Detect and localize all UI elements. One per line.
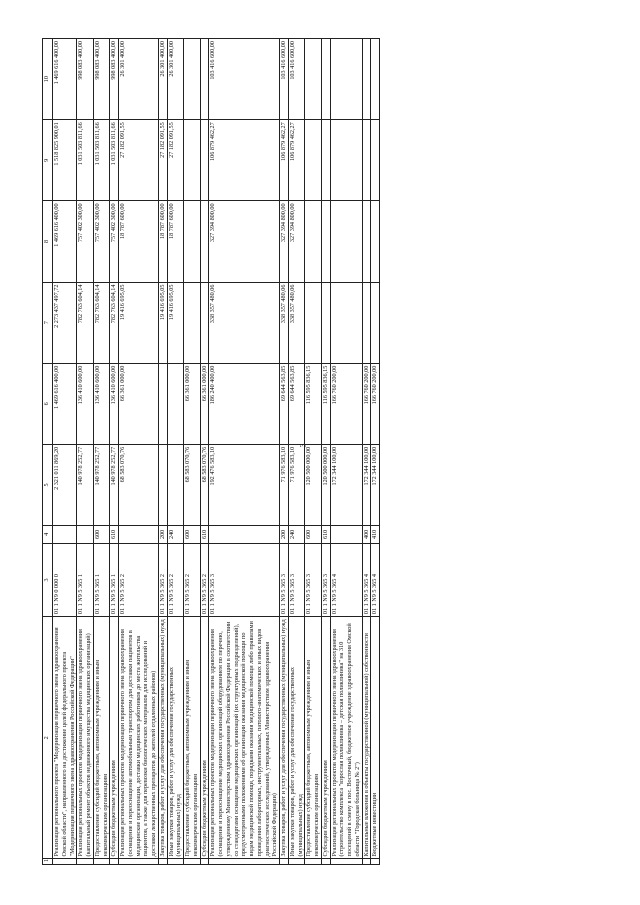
row-description: Субсидии бюджетным учреждениям <box>110 617 119 859</box>
row-value-col6: 66 361 000,00 <box>184 363 201 444</box>
row-spacer-cell <box>53 859 77 865</box>
row-value-col5 <box>158 444 167 525</box>
row-value-col8: 18 787 600,00 <box>119 201 159 282</box>
row-description: Реализация региональных проектов модернизации первичного звена здравоохранения (капитальный ремонт объектов недвижимого имущества медицинских организаций) <box>77 617 94 859</box>
row-value-col8: 757 402 300,00 <box>110 201 119 282</box>
row-spacer-cell <box>158 859 167 865</box>
page-number: 3 <box>298 443 308 448</box>
row-value-col10 <box>371 39 380 120</box>
table-body <box>53 39 380 865</box>
row-expense-type <box>77 525 94 543</box>
row-expense-type: 240 <box>288 525 305 543</box>
row-description: Предоставление субсидий бюджетным, автономным учреждениям и иным некоммерческим организациям <box>184 617 201 859</box>
column-number-row <box>43 39 53 865</box>
row-value-col10 <box>362 39 371 120</box>
row-target-code: 01 1 N9 5 365 4 <box>362 543 371 616</box>
row-value-col6: 136 410 600,00 <box>77 363 94 444</box>
row-value-col6: 69 644 563,85 <box>280 363 289 444</box>
row-expense-type <box>53 525 77 543</box>
row-value-col8: 327 394 800,00 <box>280 201 289 282</box>
row-value-col5 <box>167 444 184 525</box>
row-target-code: 01 1 N9 5 365 2 <box>158 543 167 616</box>
row-value-col7: 19 416 695,05 <box>167 282 184 363</box>
row-target-code: 01 1 N9 5 365 2 <box>119 543 159 616</box>
row-description: Реализация региональных проектов модернизации первичного звена здравоохранения (оснащение и переоснащение автомобильным транспортом для доставки пациентов в медицинские организации, доставки медицинских работников до места жительства пациентов, а также для перевозки биологических материалов для исследований и доставки лекарственных препаратов до жителей отдаленных районов) <box>119 617 159 859</box>
row-expense-type: 610 <box>321 525 330 543</box>
row-target-code: 01 1 N9 5 365 2 <box>184 543 201 616</box>
budget-table <box>42 38 380 865</box>
table-row <box>167 39 184 865</box>
row-value-col6: 66 361 000,00 <box>119 363 159 444</box>
row-value-col9 <box>330 120 362 201</box>
row-description: Закупка товаров, работ и услуг для обеспечения государственных (муниципальных) нужд <box>158 617 167 859</box>
row-value-col5: 120 500 000,00 <box>321 444 330 525</box>
row-description: Субсидии бюджетным учреждениям <box>200 617 209 859</box>
row-value-col7 <box>184 282 201 363</box>
table-row <box>184 39 201 865</box>
table-row <box>288 39 305 865</box>
row-value-col7: 338 357 480,06 <box>209 282 280 363</box>
row-spacer-cell <box>167 859 184 865</box>
row-value-col10: 998 083 400,00 <box>110 39 119 120</box>
column-header: 5 <box>43 444 53 525</box>
row-value-col7 <box>330 282 362 363</box>
row-value-col10: 26 301 400,00 <box>158 39 167 120</box>
row-description: Субсидии бюджетным учреждениям <box>321 617 330 859</box>
row-target-code: 01 1 N9 5 365 3 <box>305 543 322 616</box>
row-expense-type: 600 <box>184 525 201 543</box>
row-value-col7 <box>305 282 322 363</box>
table-row <box>119 39 159 865</box>
row-expense-type: 200 <box>158 525 167 543</box>
row-value-col8: 757 402 300,00 <box>77 201 94 282</box>
row-value-col8 <box>330 201 362 282</box>
row-spacer-cell <box>77 859 94 865</box>
row-value-col10: 103 416 600,00 <box>288 39 305 120</box>
table-row <box>158 39 167 865</box>
row-value-col7: 19 416 695,05 <box>158 282 167 363</box>
row-value-col7 <box>362 282 371 363</box>
row-description: Предоставление субсидий бюджетным, автономным учреждениям и иным некоммерческим организациям <box>305 617 322 859</box>
row-value-col7: 782 763 604,14 <box>77 282 94 363</box>
row-expense-type: 610 <box>200 525 209 543</box>
row-value-col5: 172 344 100,00 <box>362 444 371 525</box>
row-spacer-cell <box>305 859 322 865</box>
row-spacer-cell <box>321 859 330 865</box>
row-value-col10 <box>184 39 201 120</box>
row-value-col6: 136 410 600,00 <box>110 363 119 444</box>
row-value-col5: 120 500 000,00 <box>305 444 322 525</box>
row-value-col5: 68 583 070,76 <box>184 444 201 525</box>
row-value-col5: 140 978 252,77 <box>77 444 94 525</box>
row-spacer-cell <box>93 859 110 865</box>
row-value-col5: 140 978 252,77 <box>110 444 119 525</box>
row-value-col6: 136 410 600,00 <box>93 363 110 444</box>
table-row <box>110 39 119 865</box>
row-value-col10 <box>200 39 209 120</box>
row-value-col8: 327 394 800,00 <box>209 201 280 282</box>
row-value-col7: 782 763 604,14 <box>110 282 119 363</box>
row-value-col8 <box>200 201 209 282</box>
row-value-col6: 186 240 400,00 <box>209 363 280 444</box>
row-value-col6: 166 760 200,00 <box>330 363 362 444</box>
row-expense-type: 200 <box>280 525 289 543</box>
column-header: 6 <box>43 363 53 444</box>
row-value-col5: 192 476 583,10 <box>209 444 280 525</box>
row-target-code: 01 1 N9 5 365 1 <box>77 543 94 616</box>
row-description: Иные закупки товаров, работ и услуг для обеспечения государственных (муниципальных) нужд <box>167 617 184 859</box>
row-value-col9: 1 031 503 811,66 <box>93 120 110 201</box>
row-description: Бюджетные инвестиции <box>371 617 380 859</box>
row-target-code: 01 1 N9 5 365 3 <box>280 543 289 616</box>
row-description: Реализация регионального проекта "Модернизация первичного звена здравоохранения Омской области", направленного на достижение целей федерального проекта "Модернизация первичного звена здравоохранения Российской Федерации" <box>53 617 77 859</box>
row-value-col9: 106 879 462,27 <box>288 120 305 201</box>
row-spacer-cell <box>288 859 305 865</box>
row-value-col8: 1 469 616 400,00 <box>53 201 77 282</box>
row-spacer-cell <box>110 859 119 865</box>
row-value-col9 <box>305 120 322 201</box>
row-value-col10: 103 416 600,00 <box>209 39 280 120</box>
row-value-col9: 106 879 462,27 <box>280 120 289 201</box>
row-target-code: 01 1 N9 5 365 1 <box>93 543 110 616</box>
row-value-col7: 2 273 437 497,72 <box>53 282 77 363</box>
row-value-col10 <box>321 39 330 120</box>
row-value-col9: 27 182 091,55 <box>158 120 167 201</box>
row-value-col5: 68 583 070,76 <box>200 444 209 525</box>
table-row <box>93 39 110 865</box>
row-value-col6 <box>167 363 184 444</box>
row-value-col8: 18 787 600,00 <box>158 201 167 282</box>
row-value-col6: 166 760 200,00 <box>371 363 380 444</box>
row-description: Реализация региональных проектов модернизации первичного звена здравоохранения (строительство комплекса "взрослая поликлиника – детская поликлиника" на 310 посещений в смену в пос. Восточный, бюджетное учреждение здравоохранения Омской области "Городская больница № 2") <box>330 617 362 859</box>
table-row <box>305 39 322 865</box>
row-expense-type <box>330 525 362 543</box>
row-expense-type: 610 <box>110 525 119 543</box>
column-header: 2 <box>43 617 53 859</box>
table-row <box>209 39 280 865</box>
row-value-col7: 338 357 480,06 <box>288 282 305 363</box>
row-expense-type <box>209 525 280 543</box>
row-spacer-cell <box>119 859 159 865</box>
row-value-col10: 998 083 400,00 <box>77 39 94 120</box>
row-expense-type <box>119 525 159 543</box>
table-row <box>280 39 289 865</box>
table-row <box>53 39 77 865</box>
table-row <box>200 39 209 865</box>
row-value-col10: 1 469 616 400,00 <box>53 39 77 120</box>
row-value-col6: 66 361 000,00 <box>200 363 209 444</box>
row-value-col9: 27 182 091,55 <box>119 120 159 201</box>
row-value-col7 <box>200 282 209 363</box>
row-value-col5: 140 978 252,77 <box>93 444 110 525</box>
row-value-col6: 69 644 563,85 <box>288 363 305 444</box>
table-row <box>330 39 362 865</box>
column-header: 1 <box>43 859 53 865</box>
row-spacer-cell <box>200 859 209 865</box>
column-header: 10 <box>43 39 53 120</box>
row-value-col6: 116 595 836,15 <box>321 363 330 444</box>
row-description: Иные закупки товаров, работ и услуг для обеспечения государственных (муниципальных) нужд <box>288 617 305 859</box>
row-value-col10 <box>305 39 322 120</box>
row-value-col5: 71 976 583,10 <box>280 444 289 525</box>
row-expense-type: 600 <box>305 525 322 543</box>
column-header: 3 <box>43 543 53 616</box>
row-target-code: 01 1 N9 5 365 3 <box>288 543 305 616</box>
row-value-col9 <box>371 120 380 201</box>
table-row <box>321 39 330 865</box>
row-description: Предоставление субсидий бюджетным, автономным учреждениям и иным некоммерческим организациям <box>93 617 110 859</box>
table-row <box>362 39 371 865</box>
row-value-col8: 757 402 300,00 <box>93 201 110 282</box>
row-value-col7: 19 416 695,05 <box>119 282 159 363</box>
row-target-code: 01 1 N9 5 365 4 <box>371 543 380 616</box>
row-value-col9: 1 031 503 811,66 <box>110 120 119 201</box>
row-value-col8 <box>184 201 201 282</box>
row-value-col10 <box>330 39 362 120</box>
row-target-code: 01 1 N9 5 365 4 <box>330 543 362 616</box>
row-description: Реализация региональных проектов модернизации первичного звена здравоохранения (оснащение и переоснащение медицинских организаций оборудованием по перечню, утвержденному Министерством здравоохранения Российской Федерации в соответствии со стандартами оснащения медицинских организаций (их структурных подразделений), предусмотренными положениями об организации оказания медицинской помощи по видам медицинской помощи, порядками оказания медицинской помощи либо правилами проведения лабораторных, инструментальных, патолого-анатомических и иных видов диагностических исследований, утвержденных Министерством здравоохранения Российской Федерации) <box>209 617 280 859</box>
row-target-code: 01 1 N9 5 365 3 <box>209 543 280 616</box>
row-value-col9: 1 518 825 900,01 <box>53 120 77 201</box>
row-value-col7: 782 763 604,14 <box>93 282 110 363</box>
row-value-col9: 106 879 462,27 <box>209 120 280 201</box>
row-value-col7: 338 357 480,06 <box>280 282 289 363</box>
row-value-col9 <box>362 120 371 201</box>
row-value-col9 <box>200 120 209 201</box>
row-value-col10: 26 301 400,00 <box>167 39 184 120</box>
column-header: 9 <box>43 120 53 201</box>
row-value-col8 <box>305 201 322 282</box>
row-value-col5: 2 321 011 869,20 <box>53 444 77 525</box>
row-expense-type: 600 <box>93 525 110 543</box>
row-spacer-cell <box>330 859 362 865</box>
row-value-col8: 327 394 800,00 <box>288 201 305 282</box>
row-value-col9: 1 031 503 811,66 <box>77 120 94 201</box>
table-row <box>371 39 380 865</box>
row-value-col10: 998 083 400,00 <box>93 39 110 120</box>
row-value-col5: 172 344 100,00 <box>330 444 362 525</box>
row-spacer-cell <box>362 859 371 865</box>
row-description: Капитальные вложения в объекты государственной (муниципальной) собственности <box>362 617 371 859</box>
rotated-table-page <box>42 38 618 865</box>
row-target-code: 01 1 N9 0 000 0 <box>53 543 77 616</box>
row-target-code: 01 1 N9 5 365 2 <box>200 543 209 616</box>
row-description: Закупка товаров, работ и услуг для обеспечения государственных (муниципальных) нужд <box>280 617 289 859</box>
row-expense-type: 400 <box>362 525 371 543</box>
table-row <box>77 39 94 865</box>
row-target-code: 01 1 N9 5 365 2 <box>167 543 184 616</box>
row-spacer-cell <box>184 859 201 865</box>
row-value-col8 <box>371 201 380 282</box>
row-expense-type: 410 <box>371 525 380 543</box>
row-expense-type: 240 <box>167 525 184 543</box>
row-spacer-cell <box>209 859 280 865</box>
row-value-col9: 27 182 091,55 <box>167 120 184 201</box>
row-value-col10: 103 416 600,00 <box>280 39 289 120</box>
row-value-col7 <box>371 282 380 363</box>
row-value-col6: 1 469 616 400,00 <box>53 363 77 444</box>
column-header: 4 <box>43 525 53 543</box>
column-header: 7 <box>43 282 53 363</box>
row-target-code: 01 1 N9 5 365 1 <box>110 543 119 616</box>
row-value-col5: 68 583 070,76 <box>119 444 159 525</box>
row-value-col6: 116 595 836,15 <box>305 363 322 444</box>
column-header: 8 <box>43 201 53 282</box>
row-spacer-cell <box>280 859 289 865</box>
row-value-col8 <box>321 201 330 282</box>
row-target-code: 01 1 N9 5 365 3 <box>321 543 330 616</box>
row-value-col6 <box>158 363 167 444</box>
row-value-col10: 26 301 400,00 <box>119 39 159 120</box>
row-value-col6: 166 760 200,00 <box>362 363 371 444</box>
row-value-col9 <box>184 120 201 201</box>
row-value-col8: 18 787 600,00 <box>167 201 184 282</box>
row-value-col5: 172 344 100,00 <box>371 444 380 525</box>
row-value-col7 <box>321 282 330 363</box>
row-value-col5: 71 976 583,10 <box>288 444 305 525</box>
row-value-col8 <box>362 201 371 282</box>
row-spacer-cell <box>371 859 380 865</box>
row-value-col9 <box>321 120 330 201</box>
